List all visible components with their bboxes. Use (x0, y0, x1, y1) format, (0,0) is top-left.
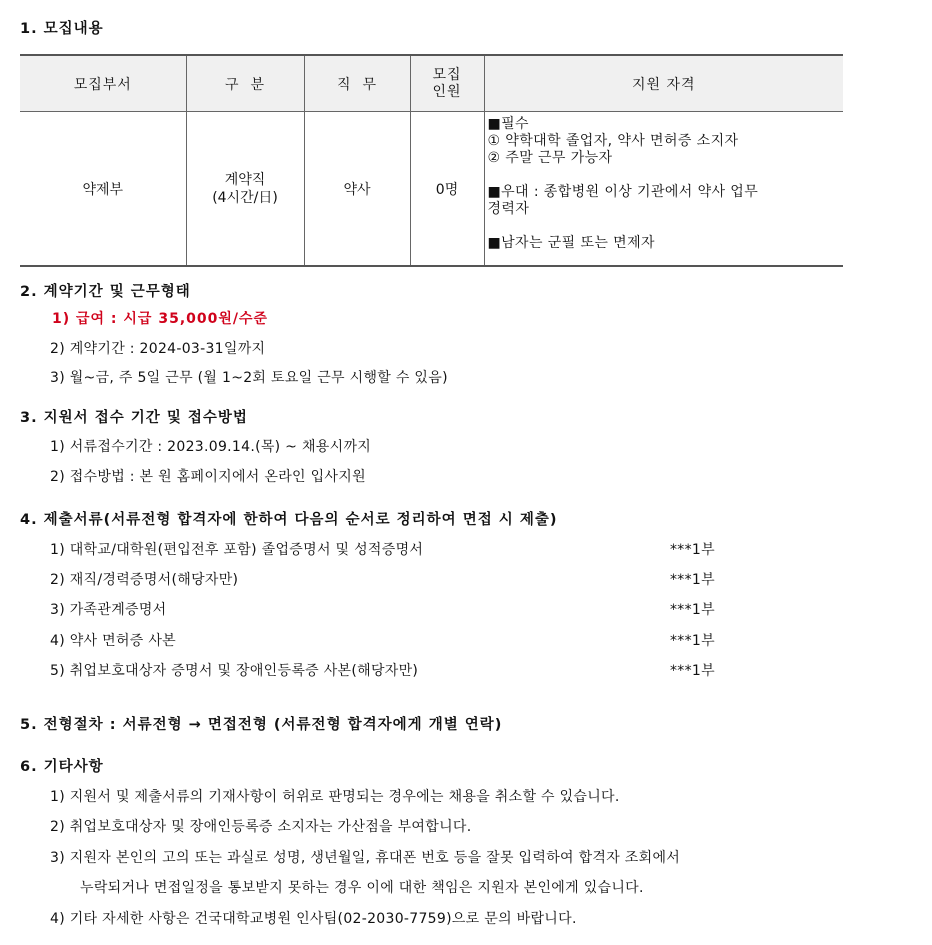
copies-label: ***1부 (670, 663, 715, 679)
section-title-recruitment: 1. 모집내용 (20, 21, 104, 37)
section-title-etc: 6. 기타사항 (20, 759, 104, 775)
qual-line: ② 주말 근무 가능자 (487, 150, 613, 166)
etc-item-1: 1) 지원서 및 제출서류의 기재사항이 허위로 판명되는 경우에는 채용을 취소할 수 있습니다. (50, 789, 620, 805)
application-period-line: 1) 서류접수기간 : 2023.09.14.(목) ~ 채용시까지 (50, 439, 372, 455)
copies-label: ***1부 (670, 602, 715, 618)
section-title-contract: 2. 계약기간 및 근무형태 (20, 284, 191, 300)
copies-label: ***1부 (670, 633, 715, 649)
section-title-application: 3. 지원서 접수 기간 및 접수방법 (20, 410, 248, 426)
list-item: 5) 취업보호대상자 증명서 및 장애인등록증 사본(해당자만) (50, 663, 419, 679)
qual-military: ■남자는 군필 또는 면제자 (487, 235, 655, 251)
header-count: 모집 인원 (410, 55, 484, 112)
etc-item-3-cont: 누락되거나 면접일정을 통보받지 못하는 경우 이에 대한 책임은 지원자 본인에게 있습니다. (80, 880, 644, 896)
qual-required: ■필수 (487, 116, 529, 132)
list-item: 1) 대학교/대학원(편입전후 포함) 졸업증명서 및 성적증명서 (50, 542, 424, 558)
cell-dept: 약제부 (20, 112, 186, 267)
qual-line: ① 약학대학 졸업자, 약사 면허증 소지자 (487, 133, 739, 149)
etc-item-2: 2) 취업보호대상자 및 장애인등록증 소지자는 가산점을 부여합니다. (50, 819, 472, 835)
copies-label: ***1부 (670, 542, 715, 558)
table-row (20, 112, 843, 267)
cell-qualification (484, 112, 843, 267)
table-header-row (20, 55, 843, 112)
etc-item-3: 3) 지원자 본인의 고의 또는 과실로 성명, 생년월일, 휴대폰 번호 등을 잘못 입력하여 합격자 조회에서 (50, 850, 681, 866)
cell-duty: 약사 (304, 112, 410, 267)
contract-period-line: 2) 계약기간 : 2024-03-31일까지 (50, 341, 266, 357)
qual-line: 경력자 (487, 201, 530, 217)
cell-count: 0명 (410, 112, 484, 267)
copies-label: ***1부 (670, 572, 715, 588)
section-title-documents: 4. 제출서류(서류전형 합격자에 한하여 다음의 순서로 정리하여 면접 시 제출) (20, 512, 558, 528)
recruitment-table (20, 54, 843, 267)
qual-preferred: ■우대 : 종합병원 이상 기관에서 약사 업무 (487, 184, 759, 200)
work-schedule-line: 3) 월~금, 주 5일 근무 (월 1~2회 토요일 근무 시행할 수 있음) (50, 370, 448, 386)
header-type: 구 분 (186, 55, 304, 112)
salary-line: 1) 급여 : 시급 35,000원/수준 (52, 311, 269, 327)
header-qualification: 지원 자격 (484, 55, 843, 112)
section-title-process: 5. 전형절차 : 서류전형 → 면접전형 (서류전형 합격자에게 개별 연락) (20, 717, 503, 733)
header-dept: 모집부서 (20, 55, 186, 112)
list-item: 3) 가족관계증명서 (50, 602, 167, 618)
header-duty: 직 무 (304, 55, 410, 112)
list-item: 4) 약사 면허증 사본 (50, 633, 176, 649)
list-item: 2) 재직/경력증명서(해당자만) (50, 572, 239, 588)
cell-type: 계약직 (4시간/日) (186, 112, 304, 267)
application-method-line: 2) 접수방법 : 본 원 홈페이지에서 온라인 입사지원 (50, 469, 366, 485)
etc-item-4: 4) 기타 자세한 사항은 건국대학교병원 인사팀(02-2030-7759)으로 문의 바랍니다. (50, 911, 577, 927)
